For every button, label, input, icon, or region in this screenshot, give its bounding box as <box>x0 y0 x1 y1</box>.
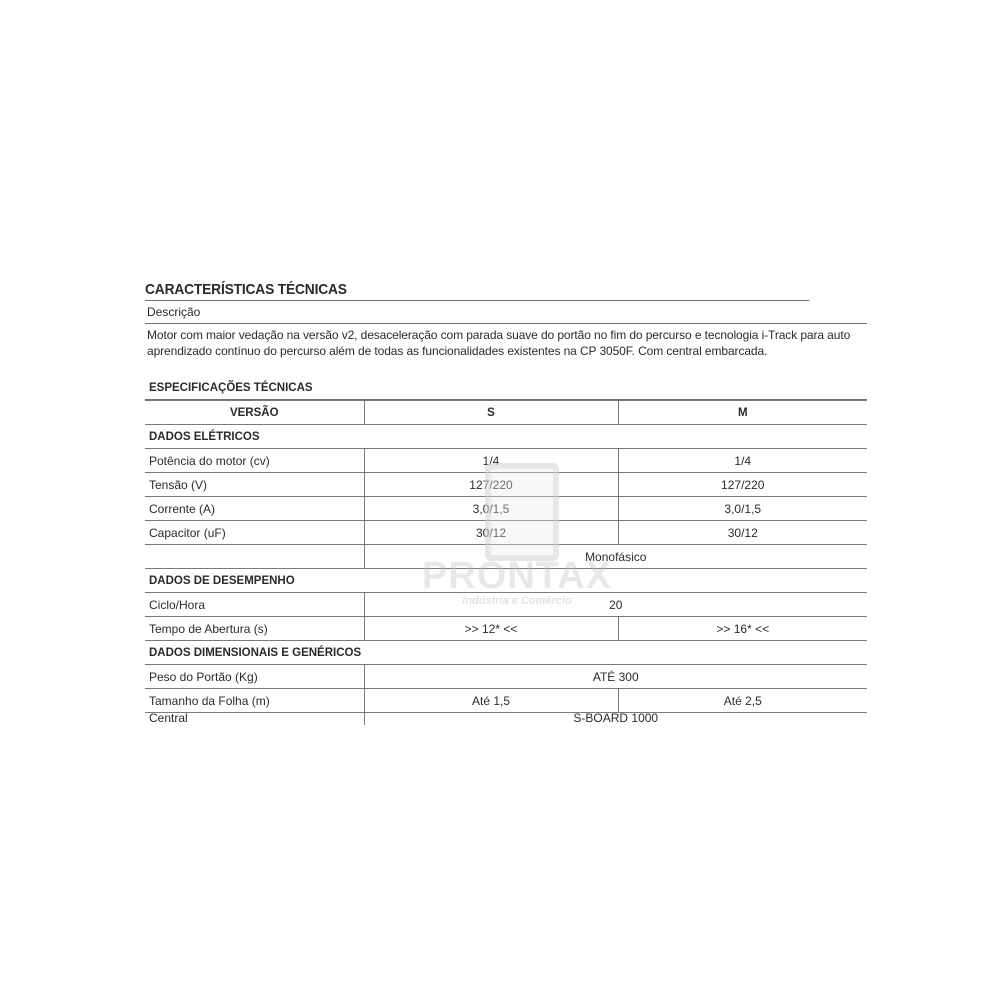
table-row <box>145 713 867 726</box>
row-label: Capacitor (uF) <box>145 521 364 545</box>
value-s: 30/12 <box>364 521 618 545</box>
table-row <box>145 545 867 569</box>
specs-title: ESPECIFICAÇÕES TÉCNICAS <box>145 378 867 400</box>
section-row-electrical <box>145 425 867 449</box>
row-label: Ciclo/Hora <box>145 593 364 617</box>
description-text: Motor com maior vedação na versão v2, desaceleração com parada suave do portão no fim do percurso e tecnologia i-Track para auto aprendizado contínuo do percurso além de todas as funcionalidades existentes na CP 3050F. Com central embarcada. <box>147 328 851 358</box>
section-performance: DADOS DE DESEMPENHO <box>145 569 867 593</box>
table-row <box>145 473 867 497</box>
value-weight: ATÉ 300 <box>364 665 867 689</box>
value-s: 127/220 <box>364 473 618 497</box>
section-row-performance <box>145 569 867 593</box>
value-cycle: 20 <box>364 593 867 617</box>
row-label: Central <box>145 713 364 726</box>
section-title: CARACTERÍSTICAS TÉCNICAS <box>145 278 809 301</box>
table-row <box>145 689 867 713</box>
section-dimensional: DADOS DIMENSIONAIS E GENÉRICOS <box>145 641 867 665</box>
value-phase: Monofásico <box>364 545 867 569</box>
value-s: 3,0/1,5 <box>364 497 618 521</box>
table-header-row <box>145 401 867 425</box>
value-s: >> 12* << <box>364 617 618 641</box>
description-label: Descrição <box>145 301 867 324</box>
table-row <box>145 521 867 545</box>
watermark-tagline: Indústria e Comércio <box>462 595 572 607</box>
value-s: 1/4 <box>364 449 618 473</box>
table-row <box>145 497 867 521</box>
value-central: S-BOARD 1000 <box>364 713 867 726</box>
value-m: 30/12 <box>618 521 867 545</box>
header-version: VERSÃO <box>145 401 364 425</box>
table-row <box>145 593 867 617</box>
specs-table <box>145 400 867 725</box>
watermark-brand: PRONTAX <box>422 555 612 597</box>
row-label: Peso do Portão (Kg) <box>145 665 364 689</box>
row-label: Potência do motor (cv) <box>145 449 364 473</box>
table-row <box>145 449 867 473</box>
value-s: Até 1,5 <box>364 689 618 713</box>
value-m: >> 16* << <box>618 617 867 641</box>
row-label: Tempo de Abertura (s) <box>145 617 364 641</box>
section-electrical: DADOS ELÉTRICOS <box>145 425 867 449</box>
technical-sheet <box>145 278 867 725</box>
value-m: 127/220 <box>618 473 867 497</box>
header-m: M <box>618 401 867 425</box>
row-label-empty <box>145 545 364 569</box>
value-m: Até 2,5 <box>618 689 867 713</box>
header-s: S <box>364 401 618 425</box>
value-m: 1/4 <box>618 449 867 473</box>
row-label: Tamanho da Folha (m) <box>145 689 364 713</box>
section-row-dimensional <box>145 641 867 665</box>
value-m: 3,0/1,5 <box>618 497 867 521</box>
row-label: Tensão (V) <box>145 473 364 497</box>
table-row <box>145 665 867 689</box>
table-row <box>145 617 867 641</box>
row-label: Corrente (A) <box>145 497 364 521</box>
